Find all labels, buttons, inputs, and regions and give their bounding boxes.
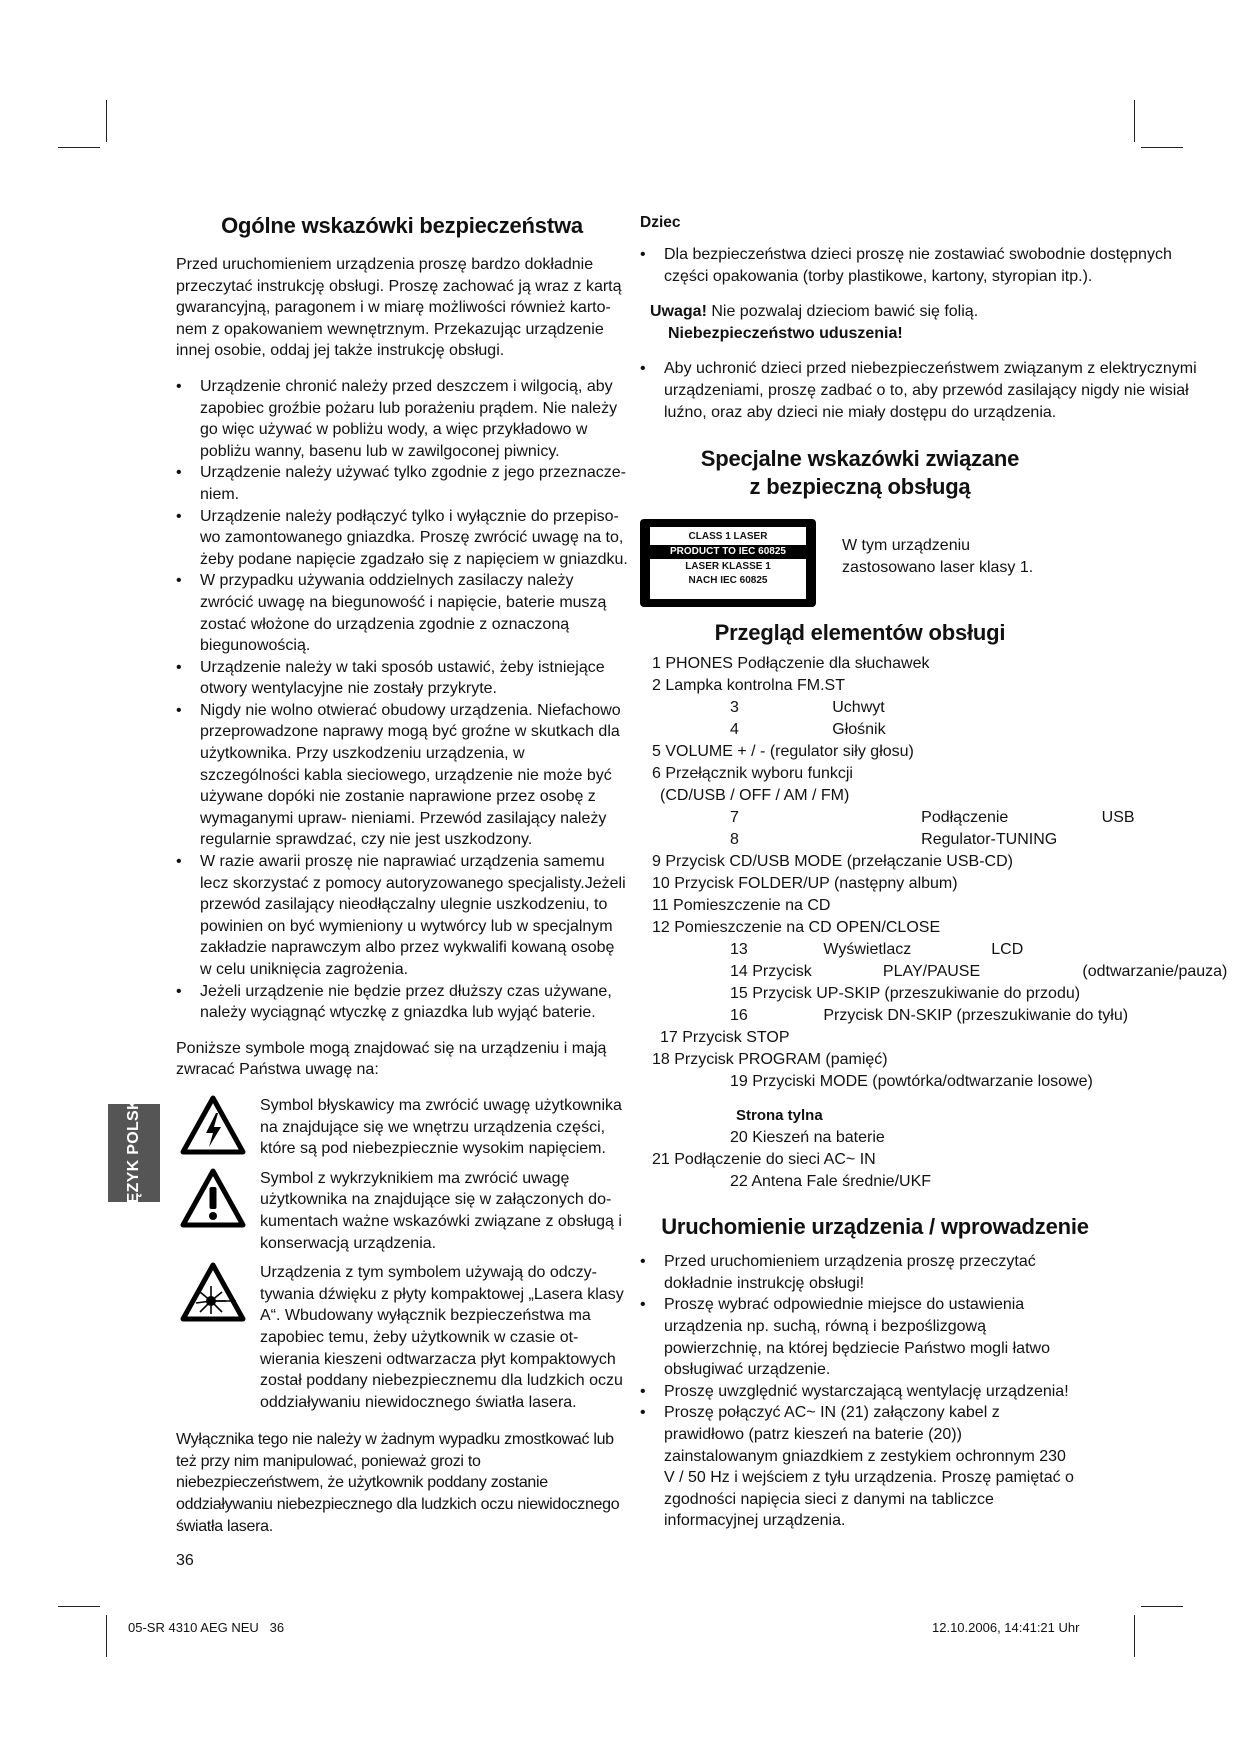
symbol-lightning-text: Symbol błyskawicy ma zwrócić uwagę użytkownika na znajdujące się we wnętrzu urządzenia części, które są pod niebezpiecznie wysokim napięciem. [260, 1096, 622, 1158]
warning-bold: Niebezpieczeństwo uduszenia! [668, 324, 903, 342]
list-item: 22 Antena Fale średnie/UKF [730, 1173, 932, 1191]
list-item: 18 Przycisk PROGRAM (pamięć) [652, 1051, 888, 1069]
list-item: • Jeżeli urządzenie nie będzie przez dłuższy czas używane, należy wyciągnąć wtyczkę z gniazdka lub wyjąć baterie. [176, 981, 628, 1024]
laser-label-line: NACH IEC 60825 [688, 575, 768, 587]
list-item: • Urządzenie należy używać tylko zgodnie z jego przeznacze- niem. [176, 462, 628, 505]
left-column [176, 212, 628, 1537]
footer-right: 12.10.2006, 14:41:21 Uhr [932, 1620, 1080, 1635]
language-side-tab-label: JĘZYK POLSKI [125, 1093, 142, 1213]
list-item: 12 Pomieszczenie na CD OPEN/CLOSE [652, 919, 941, 937]
right-column [640, 212, 1228, 1532]
start-bullets [640, 1251, 1080, 1532]
children-heading: Dziec [640, 214, 681, 231]
list-item: • Proszę uwzględnić wystarczającą wentylację urządzenia! [640, 1381, 1080, 1403]
crop-mark [106, 1615, 107, 1657]
laser-class-text [842, 535, 1033, 579]
list-item: • Przed uruchomieniem urządzenia proszę przeczytać dokładnie instrukcję obsługi! [640, 1251, 1080, 1294]
crop-mark [1141, 1606, 1183, 1607]
list-item: 20 Kieszeń na baterie [730, 1129, 885, 1147]
symbol-lightning-row [176, 1095, 628, 1160]
warning-text: Nie pozwalaj dzieciom bawić się folią. [706, 303, 979, 321]
list-item: • Aby uchronić dzieci przed niebezpieczeństwem związanym z elektrycznymi urządzeniami, proszę zadbać o to, aby przewód zasilający nigdy nie wisiał luźno, oraz aby dzieci nie miały dostępu do urządzenia. [640, 358, 1200, 423]
safety-intro: Przed uruchomieniem urządzenia proszę bardzo dokładnie przeczytać instrukcję obsługi. Proszę zachować ją wraz z kartą gwarancyjną, paragonem i w miarę możliwości również karto- nem z opakowaniem wewnętrznym. Przekazując urządzenie innej osobie, oddaj jej także instrukcję obsługi. [176, 256, 622, 360]
rear-heading: Strona tylna [736, 1107, 823, 1125]
special-heading [640, 445, 1080, 501]
list-item: 21 Podłączenie do sieci AC~ IN [652, 1151, 876, 1169]
list-item: 13 Wyświetlacz LCD [730, 941, 1024, 959]
special-heading-line1: Specjalne wskazówki związane [700, 446, 1020, 472]
page-number: 36 [176, 1552, 194, 1569]
list-item: 16 Przycisk DN-SKIP (przeszukiwanie do tyłu) [730, 1007, 1129, 1025]
symbols-intro: Poniższe symbole mogą znajdować się na urządzeniu i mają zwracać Państwa uwagę na: [176, 1039, 607, 1079]
symbol-exclamation-row [176, 1168, 628, 1254]
list-item: • Dla bezpieczeństwa dzieci proszę nie zostawiać swobodnie dostępnych części opakowania (torby plastikowe, kartony, styropian itp.). [640, 244, 1200, 287]
symbol-exclamation-text: Symbol z wykrzyknikiem ma zwrócić uwagę użytkownika na znajdujące się w załączonych do- kumentach ważne wskazówki związane z obsługą i konserwacją urządzenia. [260, 1169, 622, 1252]
language-side-tab [108, 1093, 160, 1213]
list-item: • Nigdy nie wolno otwierać obudowy urządzenia. Niefachowo przeprowadzone naprawy mogą być groźne w skutkach dla użytkownika. Przy uszkodzeniu urządzenia, w szczególności kabla sieciowego, urządzenie nie może być używane dopóki nie zostanie naprawione przez osobę z wymaganymi upraw- nieniami. Przewód zasilający należy regularnie sprawdzać, czy nie jest uszkodzony. [176, 700, 628, 851]
children-bullets-2 [640, 358, 1200, 423]
crop-mark [1134, 100, 1135, 142]
warning-label: Uwaga! [650, 303, 707, 321]
special-heading-line2: z bezpieczną obsługą [749, 474, 971, 500]
choking-warning [640, 301, 1200, 344]
list-item: 3 Uchwyt [730, 699, 885, 717]
exclamation-warning-icon [180, 1168, 246, 1228]
list-item: 7 Podłączenie USB [730, 809, 1135, 827]
list-item: 4 Głośnik [730, 721, 886, 739]
children-bullets [640, 244, 1200, 287]
list-item: 2 Lampka kontrolna FM.ST [652, 677, 845, 695]
rear-list [640, 1127, 1200, 1193]
list-item: 5 VOLUME + / - (regulator siły głosu) [652, 743, 914, 761]
list-item: • W przypadku używania oddzielnych zasilaczy należy zwrócić uwagę na biegunowość i napięcie, baterie muszą zostać włożone do urządzenia zgodnie z oznaczoną biegunowością. [176, 570, 628, 656]
list-item: • Urządzenie chronić należy przed deszczem i wilgocią, aby zapobiec groźbie pożaru lub porażeniu prądem. Nie należy go więc używać w pobliżu wody, a więc przykładowo w pobliżu wanny, basenu lub w zawilgoconej piwnicy. [176, 376, 628, 462]
lightning-warning-icon [180, 1095, 246, 1155]
safety-closing: Wyłącznika tego nie należy w żadnym wypadku zmostkować lub też przy nim manipulować, ponieważ grozi to niebezpieczeństwem, że użytkownik poddany zostanie oddziaływaniu niebezpiecznego dla ludzkich oczu niewidocznego światła lasera. [176, 1431, 620, 1535]
list-item: 11 Pomieszczenie na CD [652, 897, 831, 915]
symbol-laser-text: Urządzenia z tym symbolem używają do odczy- tywania dźwięku z płyty kompaktowej „Lasera klasy A“. Wbudowany wyłącznik bezpieczeństwa ma zapobiec temu, żeby użytkownik w czasie ot- wierania kieszeni odtwarzacza płyt kompaktowych został poddany niebezpiecznemu dla ludzkich oczu oddziaływaniu niewidocznego światła lasera. [260, 1264, 624, 1411]
laser-label-line: CLASS 1 LASER [688, 531, 768, 543]
list-item: (CD/USB / OFF / AM / FM) [660, 787, 850, 805]
crop-mark [58, 147, 100, 148]
list-item: • Proszę wybrać odpowiednie miejsce do ustawienia urządzenia np. suchą, równą i bezpoślizgową powierzchnię, na której będziecie Państwo mogli łatwo obsługiwać urządzenie. [640, 1294, 1080, 1380]
laser-class-label [640, 519, 816, 607]
controls-list [640, 653, 1228, 1093]
list-item: • Urządzenie należy podłączyć tylko i wyłącznie do przepiso- wo zamontowanego gniazdka. Proszę zwrócić uwagę na to, żeby podane napięcie zgadzało się z napięciem w gniazdku. [176, 506, 628, 571]
list-item: • Proszę połączyć AC~ IN (21) załączony kabel z prawidłowo (patrz kieszeń na baterie (20)) zainstalowanym gniazdkiem z zestykiem ochronnym 230 V / 50 Hz i wejściem z tyłu urządzenia. Proszę pamiętać o zgodności napięcia sieci z danymi na tabliczce informacyjnej urządzenia. [640, 1402, 1080, 1532]
laser-label-line: PRODUCT TO IEC 60825 [650, 545, 806, 559]
list-item: 8 Regulator-TUNING [730, 831, 1058, 849]
controls-heading: Przegląd elementów obsługi [714, 620, 1006, 646]
list-item: 19 Przyciski MODE (powtórka/odtwarzanie losowe) [730, 1073, 1093, 1091]
laser-warning-icon [180, 1262, 246, 1322]
safety-bullets [176, 376, 628, 1024]
laser-label-line: LASER KLASSE 1 [685, 561, 771, 573]
list-item: 14 Przycisk PLAY/PAUSE (odtwarzanie/pauza) [730, 963, 1228, 981]
list-item: • Urządzenie należy w taki sposób ustawić, żeby istniejące otwory wentylacyjne nie zostały przykryte. [176, 657, 628, 700]
list-item: 6 Przełącznik wyboru funkcji [652, 765, 853, 783]
crop-mark [1141, 147, 1183, 148]
list-item: 10 Przycisk FOLDER/UP (następny album) [652, 875, 958, 893]
footer-left: 05-SR 4310 AEG NEU 36 [128, 1620, 285, 1635]
list-item: 15 Przycisk UP-SKIP (przeszukiwanie do przodu) [730, 985, 1081, 1003]
crop-mark [106, 100, 107, 142]
list-item: • W razie awarii proszę nie naprawiać urządzenia samemu lecz skorzystać z pomocy autoryzowanego specjalisty.Jeżeli przewód zasilający nieodłączalny ulegnie uszkodzeniu, to powinien on być wymieniony u wytwórcy lub w specjalnym zakładzie naprawczym albo przez wykwalifi kowaną osobę w celu uniknięcia zagrożenia. [176, 851, 628, 981]
laser-text-line: zastosowano laser klasy 1. [842, 559, 1034, 577]
list-item: 9 Przycisk CD/USB MODE (przełączanie USB-CD) [652, 853, 1013, 871]
list-item: 1 PHONES Podłączenie dla słuchawek [652, 655, 930, 673]
laser-text-line: W tym urządzeniu [842, 537, 971, 555]
symbol-laser-row [176, 1262, 628, 1413]
list-item: 17 Przycisk STOP [660, 1029, 790, 1047]
laser-class-row [640, 517, 1200, 613]
safety-heading: Ogólne wskazówki bezpieczeństwa [221, 213, 583, 238]
crop-mark [58, 1606, 100, 1607]
start-heading: Uruchomienie urządzenia / wprowadzenie [661, 1214, 1089, 1240]
crop-mark [1134, 1615, 1135, 1657]
